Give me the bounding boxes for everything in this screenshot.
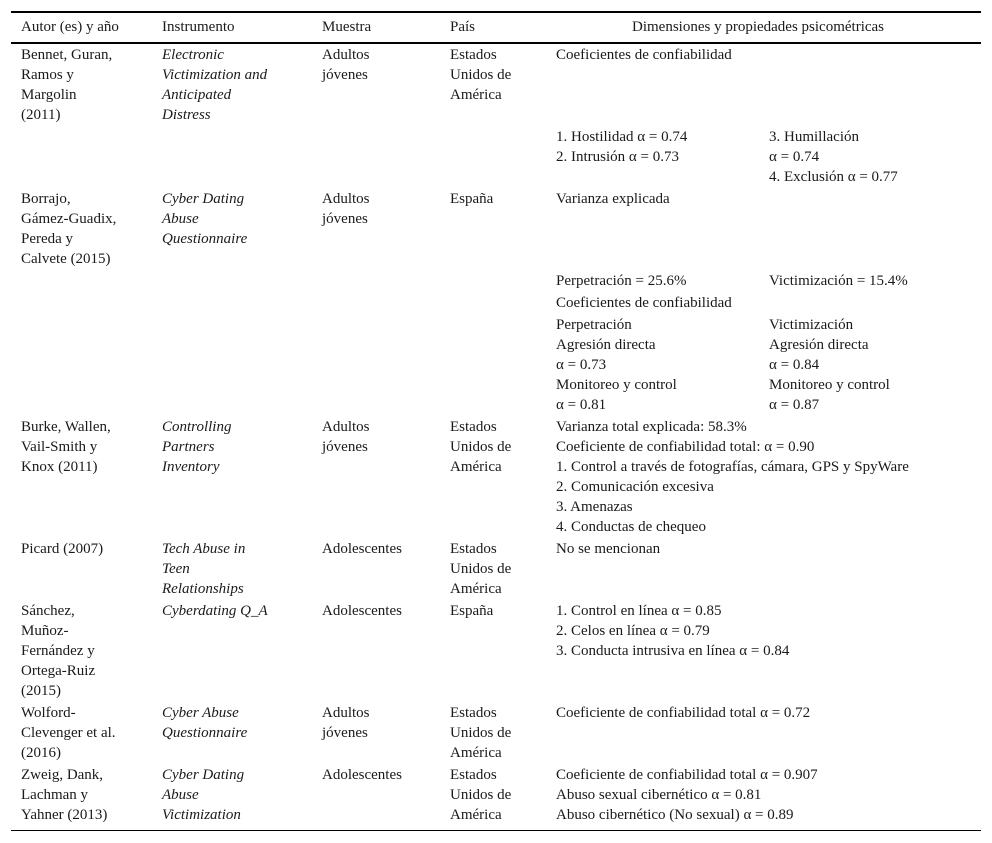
- cell-instrument: Questionnaire: [162, 725, 248, 741]
- cell-sample: Adultos: [322, 47, 370, 63]
- cell-dim: 2. Comunicación excesiva: [556, 479, 714, 495]
- cell-dim: α = 0.87: [769, 397, 820, 413]
- cell-country: España: [450, 603, 494, 619]
- header-instrument: Instrumento: [162, 19, 235, 35]
- cell-dim: Victimización: [769, 317, 854, 333]
- cell-country: España: [450, 191, 494, 207]
- cell-country: Unidos de: [450, 787, 512, 803]
- cell-sample: Adolescentes: [322, 767, 402, 783]
- cell-dim: 2. Celos en línea α = 0.79: [556, 623, 710, 639]
- cell-instrument: Partners: [162, 439, 215, 455]
- cell-dim: Abuso cibernético (No sexual) α = 0.89: [556, 807, 794, 823]
- cell-instrument: Electronic: [162, 47, 224, 63]
- cell-instrument: Inventory: [162, 459, 220, 475]
- cell-instrument: Abuse: [162, 211, 199, 227]
- cell-dim: 1. Hostilidad α = 0.74: [556, 129, 688, 145]
- cell-dim: Victimización = 15.4%: [769, 273, 908, 289]
- cell-country: Unidos de: [450, 725, 512, 741]
- cell-author: Yahner (2013): [21, 807, 108, 823]
- cell-author: Sánchez,: [21, 603, 75, 619]
- cell-dim: Abuso sexual cibernético α = 0.81: [556, 787, 762, 803]
- cell-dim: Varianza total explicada: 58.3%: [556, 419, 747, 435]
- cell-country: América: [450, 745, 502, 761]
- cell-instrument: Abuse: [162, 787, 199, 803]
- cell-dim: 3. Conducta intrusiva en línea α = 0.84: [556, 643, 790, 659]
- cell-sample: jóvenes: [322, 439, 368, 455]
- cell-dim: α = 0.81: [556, 397, 607, 413]
- top-rule: [11, 11, 981, 13]
- cell-dim-heading: Varianza explicada: [556, 191, 670, 207]
- cell-sample: jóvenes: [322, 67, 368, 83]
- cell-country: América: [450, 459, 502, 475]
- cell-instrument: Teen: [162, 561, 190, 577]
- cell-dim: 4. Conductas de chequeo: [556, 519, 706, 535]
- cell-dim: Agresión directa: [769, 337, 869, 353]
- header-country: País: [450, 19, 476, 35]
- cell-sample: jóvenes: [322, 211, 368, 227]
- cell-author: Fernández y: [21, 643, 95, 659]
- cell-dim-heading: Coeficientes de confiabilidad: [556, 295, 732, 311]
- cell-author: Lachman y: [21, 787, 89, 803]
- cell-sample: Adultos: [322, 705, 370, 721]
- cell-sample: Adolescentes: [322, 541, 402, 557]
- cell-dim: Agresión directa: [556, 337, 656, 353]
- cell-dim: 1. Control en línea α = 0.85: [556, 603, 722, 619]
- header-rule: [11, 42, 981, 44]
- header-author: Autor (es) y año: [21, 19, 119, 35]
- cell-dim: α = 0.73: [556, 357, 607, 373]
- cell-author: Picard (2007): [21, 541, 104, 557]
- cell-author: Pereda y: [21, 231, 74, 247]
- cell-dim: Coeficiente de confiabilidad total: α = 0.90: [556, 439, 815, 455]
- cell-dim: α = 0.84: [769, 357, 820, 373]
- cell-country: Estados: [450, 419, 497, 435]
- cell-author: Vail-Smith y: [21, 439, 98, 455]
- header-sample: Muestra: [322, 19, 372, 35]
- cell-instrument: Victimization and: [162, 67, 268, 83]
- cell-dim: 3. Amenazas: [556, 499, 633, 515]
- cell-instrument: Questionnaire: [162, 231, 248, 247]
- cell-instrument: Cyber Dating: [162, 191, 245, 207]
- cell-sample: Adolescentes: [322, 603, 402, 619]
- cell-instrument: Distress: [162, 107, 211, 123]
- cell-author: Ortega-Ruiz: [21, 663, 96, 679]
- cell-sample: Adultos: [322, 419, 370, 435]
- cell-country: Unidos de: [450, 439, 512, 455]
- cell-author: Margolin: [21, 87, 77, 103]
- cell-dim: Perpetración = 25.6%: [556, 273, 687, 289]
- cell-instrument: Cyber Dating: [162, 767, 245, 783]
- cell-instrument: Tech Abuse in: [162, 541, 246, 557]
- cell-dim: No se mencionan: [556, 541, 661, 557]
- cell-dim: 3. Humillación: [769, 129, 859, 145]
- cell-author: (2015): [21, 683, 61, 699]
- cell-sample: Adultos: [322, 191, 370, 207]
- cell-country: América: [450, 581, 502, 597]
- cell-dim: Coeficiente de confiabilidad total α = 0.907: [556, 767, 818, 783]
- cell-instrument: Victimization: [162, 807, 241, 823]
- cell-country: Estados: [450, 541, 497, 557]
- cell-author: Calvete (2015): [21, 251, 111, 267]
- cell-country: Unidos de: [450, 561, 512, 577]
- cell-dim: Coeficiente de confiabilidad total α = 0.72: [556, 705, 811, 721]
- cell-author: Ramos y: [21, 67, 74, 83]
- cell-dim: 4. Exclusión α = 0.77: [769, 169, 898, 185]
- cell-author: Zweig, Dank,: [21, 767, 104, 783]
- cell-author: Muñoz-: [21, 623, 69, 639]
- cell-country: Estados: [450, 705, 497, 721]
- cell-instrument: Controlling: [162, 419, 232, 435]
- header-dimensions: Dimensiones y propiedades psicométricas: [632, 19, 885, 35]
- cell-author: Burke, Wallen,: [21, 419, 111, 435]
- cell-author: Clevenger et al.: [21, 725, 116, 741]
- cell-author: (2016): [21, 745, 61, 761]
- cell-country: Estados: [450, 47, 497, 63]
- cell-dim-heading: Coeficientes de confiabilidad: [556, 47, 732, 63]
- cell-dim: Monitoreo y control: [556, 377, 677, 393]
- cell-instrument: Anticipated: [162, 87, 232, 103]
- cell-country: América: [450, 87, 502, 103]
- cell-author: (2011): [21, 107, 61, 123]
- cell-country: Estados: [450, 767, 497, 783]
- cell-dim: Perpetración: [556, 317, 632, 333]
- cell-dim: 2. Intrusión α = 0.73: [556, 149, 679, 165]
- cell-dim: Monitoreo y control: [769, 377, 890, 393]
- cell-author: Wolford-: [21, 705, 76, 721]
- cell-instrument: Cyberdating Q_A: [162, 603, 268, 619]
- cell-author: Bennet, Guran,: [21, 47, 113, 63]
- bottom-rule: [11, 830, 981, 831]
- cell-sample: jóvenes: [322, 725, 368, 741]
- cell-country: América: [450, 807, 502, 823]
- cell-author: Gámez-Guadix,: [21, 211, 117, 227]
- cell-dim: 1. Control a través de fotografías, cámara, GPS y SpyWare: [556, 459, 909, 475]
- cell-country: Unidos de: [450, 67, 512, 83]
- cell-instrument: Cyber Abuse: [162, 705, 239, 721]
- cell-author: Knox (2011): [21, 459, 98, 475]
- cell-dim: α = 0.74: [769, 149, 820, 165]
- cell-instrument: Relationships: [162, 581, 244, 597]
- cell-author: Borrajo,: [21, 191, 71, 207]
